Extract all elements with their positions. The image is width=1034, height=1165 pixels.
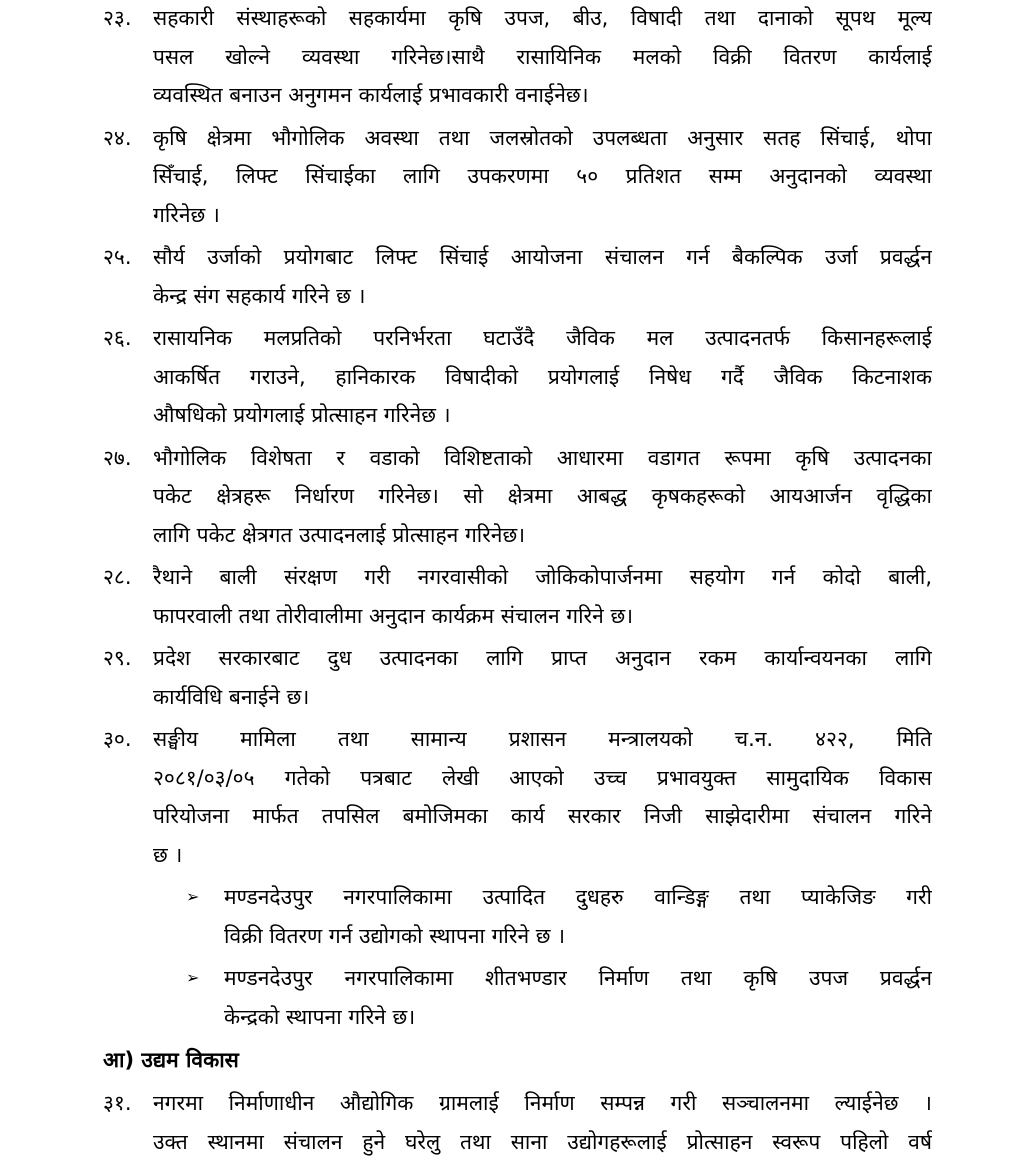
text-line: व्यवस्थित बनाउन अनुगमन कार्यलाई प्रभावकारी वनाईनेछ।	[153, 83, 589, 107]
text-line: केन्द्रको स्थापना गरिने छ।	[224, 1004, 416, 1029]
text-line: केन्द्र संग सहकार्य गरिने छ ।	[153, 283, 366, 308]
list-item	[0, 119, 1034, 235]
text-line: प्रदेश सरकारबाट दुध उत्पादनका लागि प्राप्त अनुदान रकम कार्यान्वयनका लागि	[153, 646, 932, 670]
text-line: रैथाने बाली संरक्षण गरी नगरवासीको जोकिकोपार्जनमा सहयोग गर्न कोदो बाली,	[153, 565, 932, 589]
arrow-bullet-icon: ➢	[186, 887, 200, 906]
list-item	[0, 720, 1034, 874]
item-number: २७.	[103, 445, 132, 470]
text-line: फापरवाली तथा तोरीवालीमा अनुदान कार्यक्रम संचालन गरिने छ।	[153, 603, 634, 628]
text-line: सौर्य उर्जाको प्रयोगबाट लिफ्ट सिंचाई आयोजना संचालन गर्न बैकल्पिक उर्जा प्रवर्द्धन	[153, 245, 932, 269]
text-line: २०८१/०३/०५ गतेको पत्रबाट लेखी आएको उच्च प्रभावयुक्त सामुदायिक विकास	[153, 765, 932, 790]
text-line: आकर्षित गराउने, हानिकारक विषादीको प्रयोगलाई निषेध गर्दै जैविक किटनाशक	[153, 364, 932, 389]
text-line: मण्डनदेउपुर नगरपालिकामा शीतभण्डार निर्माण तथा कृषि उपज प्रवर्द्धन	[224, 966, 932, 990]
text-line: पसल खोल्ने व्यवस्था गरिनेछ।साथै रासायिनिक मलको विक्री वितरण कार्यलाई	[153, 44, 932, 69]
text-line: कृषि क्षेत्रमा भौगोलिक अवस्था तथा जलस्रोतको उपलब्धता अनुसार सतह सिंचाई, थोपा	[153, 125, 932, 150]
list-item	[0, 439, 1034, 555]
text-line: सहकारी संस्थाहरूको सहकार्यमा कृषि उपज, बीउ, विषादी तथा दानाको सूपथ मूल्य	[153, 6, 932, 30]
bullet-list	[0, 878, 1034, 1036]
text-line: कार्यविधि बनाईने छ।	[153, 684, 310, 709]
list-item	[0, 639, 1034, 716]
item-number: ३०.	[103, 727, 132, 751]
text-line: औषधिको प्रयोगलाई प्रोत्साहन गरिनेछ ।	[153, 403, 451, 427]
list-item	[0, 238, 1034, 315]
bullet-item	[0, 959, 1034, 1036]
text-line: उक्त स्थानमा संचालन हुने घरेलु तथा साना उद्योगहरूलाई प्रोत्साहन स्वरूप पहिलो वर्ष	[153, 1129, 932, 1154]
text-line: भौगोलिक विशेषता र वडाको विशिष्टताको आधारमा वडागत रूपमा कृषि उत्पादनका	[153, 445, 932, 470]
item-number: २४.	[103, 125, 132, 150]
text-line: मण्डनदेउपुर नगरपालिकामा उत्पादित दुधहरु वान्डिङ्ग तथा प्याकेजिङ गरी	[224, 885, 932, 909]
list-item	[0, 319, 1034, 435]
text-line: नगरमा निर्माणाधीन औद्योगिक ग्रामलाई निर्माण सम्पन्न गरी सञ्चालनमा ल्याईनेछ ।	[153, 1091, 932, 1115]
arrow-bullet-icon: ➢	[186, 968, 200, 987]
list-item	[0, 1084, 1034, 1161]
text-line: सङ्घीय मामिला तथा सामान्य प्रशासन मन्त्रालयको च.न. ४२२, मिति	[153, 727, 932, 751]
text-line: लागि पकेट क्षेत्रगत उत्पादनलाई प्रोत्साहन गरिनेछ।	[153, 522, 526, 547]
list-item	[0, 0, 1034, 115]
text-line: पकेट क्षेत्रहरू निर्धारण गरिनेछ। सो क्षेत्रमा आबद्ध कृषकहरूको आयआर्जन वृद्धिका	[153, 484, 932, 508]
text-line: रासायनिक मलप्रतिको परनिर्भरता घटाउँदै जैविक मल उत्पादनतर्फ किसानहरूलाई	[153, 326, 932, 350]
text-line: गरिनेछ ।	[153, 202, 220, 227]
numbered-list-continued	[0, 1084, 1034, 1161]
item-number: २८.	[103, 565, 132, 589]
item-number: ३१.	[103, 1091, 132, 1115]
item-number: २५.	[103, 245, 132, 269]
item-number: २३.	[103, 6, 132, 30]
text-line: सिँचाई, लिफ्ट सिंचाईका लागि उपकरणमा ५० प्रतिशत सम्म अनुदानको व्यवस्था	[153, 164, 932, 188]
list-item	[0, 558, 1034, 635]
text-line: विक्री वितरण गर्न उद्योगको स्थापना गरिने छ ।	[224, 923, 566, 948]
item-number: २९.	[103, 646, 132, 670]
item-number: २६.	[103, 326, 132, 350]
section-heading: आ) उद्यम विकास	[103, 1048, 239, 1072]
text-line: परियोजना मार्फत तपसिल बमोजिमका कार्य सरकार निजी साझेदारीमा संचालन गरिने	[153, 804, 932, 828]
bullet-item	[0, 878, 1034, 955]
text-line: छ ।	[153, 842, 183, 867]
